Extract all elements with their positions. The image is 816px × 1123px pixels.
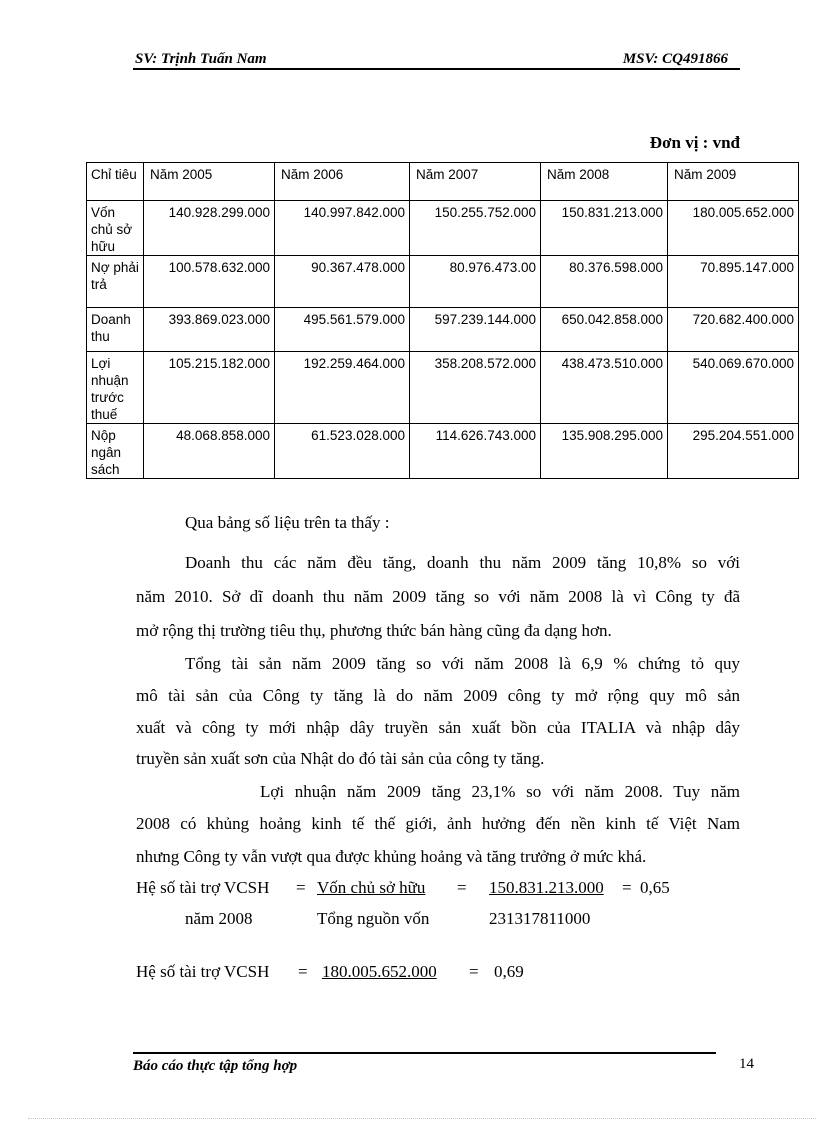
formula-year: năm 2008 [185,909,253,928]
equals-sign: = [457,878,467,897]
table-cell: 438.473.510.000 [541,352,668,424]
footer-divider [133,1052,716,1054]
student-name: SV: Trịnh Tuấn Nam [135,51,267,67]
column-header: Năm 2009 [668,163,799,201]
table-cell: 80.976.473.00 [410,256,541,308]
table-cell: 114.626.743.000 [410,424,541,479]
column-header: Năm 2006 [275,163,410,201]
row-label: Doanh thu [87,308,144,352]
table-cell: 105.215.182.000 [144,352,275,424]
table-cell: 650.042.858.000 [541,308,668,352]
denominator-value: 231317811000 [489,909,591,928]
unit-label: Đơn vị : vnđ [649,133,740,152]
table-cell: 140.928.299.000 [144,201,275,256]
row-label: Lợi nhuận trước thuế [87,352,144,424]
table-row [87,201,799,256]
table-cell: 150.255.752.000 [410,201,541,256]
numerator-value: 180.005.652.000 [322,962,437,981]
table-cell: 720.682.400.000 [668,308,799,352]
paragraph-line: năm 2010. Sở dĩ doanh thu năm 2009 tăng so với năm 2008 là vì Công ty đã [136,587,740,606]
column-header: Chỉ tiêu [87,163,144,201]
financial-table [86,162,799,479]
paragraph-line: Tổng tài sản năm 2009 tăng so với năm 2008 là 6,9 % chứng tỏ quy [185,654,740,673]
column-header: Năm 2007 [410,163,541,201]
page-bottom-divider [28,1118,816,1119]
table-row [87,352,799,424]
equals-sign: = [298,962,308,981]
table-cell: 140.997.842.000 [275,201,410,256]
page-header [133,50,740,70]
table-cell: 100.578.632.000 [144,256,275,308]
table-cell: 90.367.478.000 [275,256,410,308]
formula-label: Hệ số tài trợ VCSH [136,878,270,897]
row-label: Nợ phải trả [87,256,144,308]
equals-sign: = [296,878,306,897]
table-row [87,424,799,479]
table-cell: 495.561.579.000 [275,308,410,352]
table-cell: 180.005.652.000 [668,201,799,256]
table-row [87,308,799,352]
column-header: Năm 2008 [541,163,668,201]
row-label: Vốn chủ sở hữu [87,201,144,256]
table-cell: 70.895.147.000 [668,256,799,308]
numerator-value: 150.831.213.000 [489,878,604,897]
table-cell: 295.204.551.000 [668,424,799,479]
numerator-label: Vốn chủ sở hữu [317,878,426,897]
equals-sign: = [469,962,479,981]
column-header: Năm 2005 [144,163,275,201]
paragraph-line: truyền sản xuất sơn của Nhật do đó tài sản của công ty tăng. [136,749,545,768]
intro-line: Qua bảng số liệu trên ta thấy : [185,513,390,532]
paragraph-line: mở rộng thị trường tiêu thụ, phương thức bán hàng cũng đa dạng hơn. [136,621,612,640]
formula-label: Hệ số tài trợ VCSH [136,962,270,981]
table-cell: 358.208.572.000 [410,352,541,424]
table-cell: 393.869.023.000 [144,308,275,352]
table-cell: 192.259.464.000 [275,352,410,424]
footer-title: Báo cáo thực tập tổng hợp [133,1058,298,1074]
table-cell: 61.523.028.000 [275,424,410,479]
paragraph-line: 2008 có khủng hoảng kinh tế thế giới, ảnh hưởng đến nền kinh tế Việt Nam [136,814,740,833]
row-label: Nộp ngân sách [87,424,144,479]
table-cell: 48.068.858.000 [144,424,275,479]
equals-sign: = [622,878,632,897]
paragraph-line: Doanh thu các năm đều tăng, doanh thu năm 2009 tăng 10,8% so với [185,553,740,572]
table-cell: 150.831.213.000 [541,201,668,256]
page-number: 14 [739,1056,754,1072]
paragraph-line: nhưng Công ty vẫn vượt qua được khủng hoảng và tăng trưởng ở mức khá. [136,847,647,866]
formula-result: 0,65 [640,878,670,897]
table-cell: 135.908.295.000 [541,424,668,479]
paragraph-line: xuất và công ty mới nhập dây truyền sản xuất bồn của ITALIA và nhập dây [136,718,740,737]
paragraph-line: mô tài sản của Công ty tăng là do năm 2009 công ty mở rộng quy mô sản [136,686,740,705]
table-cell: 540.069.670.000 [668,352,799,424]
table-cell: 597.239.144.000 [410,308,541,352]
formula-result: 0,69 [494,962,524,981]
student-id: MSV: CQ491866 [622,51,728,67]
paragraph-line: Lợi nhuận năm 2009 tăng 23,1% so với năm 2008. Tuy năm [260,782,740,801]
table-cell: 80.376.598.000 [541,256,668,308]
table-row [87,256,799,308]
table-header-row [87,163,799,201]
denominator-label: Tổng nguồn vốn [317,909,430,928]
